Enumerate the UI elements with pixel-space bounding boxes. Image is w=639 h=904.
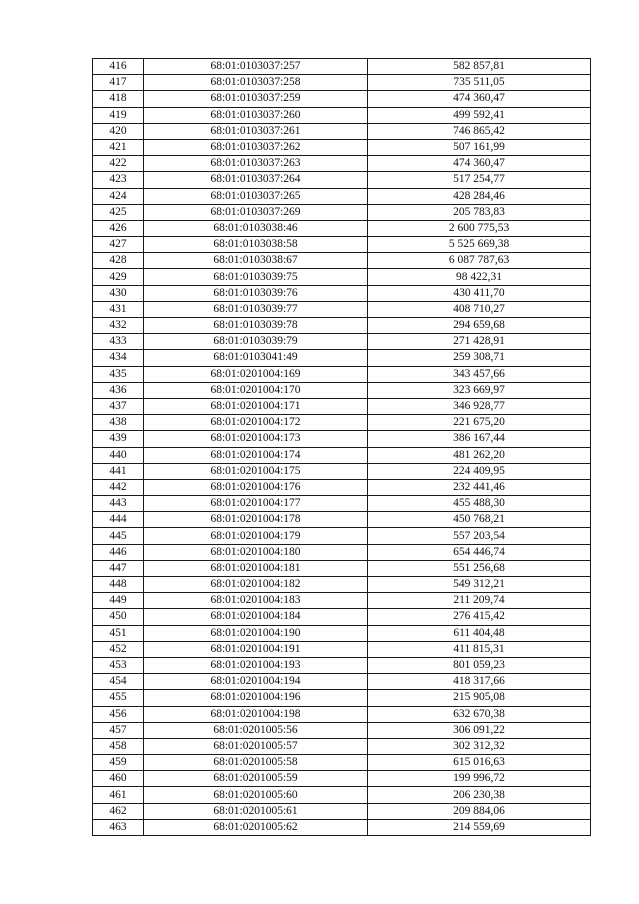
cadastral-number-cell: 68:01:0201004:169 (144, 366, 368, 382)
cadastral-value-cell: 224 409,95 (368, 463, 591, 479)
row-number-cell: 419 (93, 107, 144, 123)
row-number-cell: 429 (93, 269, 144, 285)
cadastral-number-cell: 68:01:0103037:261 (144, 123, 368, 139)
cadastral-number-cell: 68:01:0201005:60 (144, 787, 368, 803)
cadastral-value-cell: 386 167,44 (368, 431, 591, 447)
table-row (93, 156, 591, 172)
table-row (93, 528, 591, 544)
cadastral-value-cell: 214 559,69 (368, 819, 591, 835)
table-row (93, 787, 591, 803)
cadastral-value-cell: 418 317,66 (368, 674, 591, 690)
cadastral-value-cell: 408 710,27 (368, 301, 591, 317)
cadastral-value-cell: 654 446,74 (368, 544, 591, 560)
cadastral-value-cell: 206 230,38 (368, 787, 591, 803)
cadastral-number-cell: 68:01:0103039:79 (144, 334, 368, 350)
cadastral-number-cell: 68:01:0201004:198 (144, 706, 368, 722)
table-row (93, 59, 591, 75)
row-number-cell: 432 (93, 318, 144, 334)
row-number-cell: 421 (93, 139, 144, 155)
table-row (93, 350, 591, 366)
cadastral-number-cell: 68:01:0201004:196 (144, 690, 368, 706)
row-number-cell: 450 (93, 609, 144, 625)
row-number-cell: 454 (93, 674, 144, 690)
row-number-cell: 425 (93, 204, 144, 220)
row-number-cell: 449 (93, 593, 144, 609)
table-row (93, 237, 591, 253)
cadastral-value-cell: 632 670,38 (368, 706, 591, 722)
table-row (93, 819, 591, 835)
cadastral-value-cell: 450 768,21 (368, 512, 591, 528)
cadastral-value-cell: 271 428,91 (368, 334, 591, 350)
cadastral-value-cell: 507 161,99 (368, 139, 591, 155)
cadastral-number-cell: 68:01:0103039:78 (144, 318, 368, 334)
table-row (93, 755, 591, 771)
table-row (93, 690, 591, 706)
row-number-cell: 436 (93, 382, 144, 398)
cadastral-number-cell: 68:01:0201004:175 (144, 463, 368, 479)
row-number-cell: 457 (93, 722, 144, 738)
cadastral-value-cell: 294 659,68 (368, 318, 591, 334)
row-number-cell: 437 (93, 398, 144, 414)
table-row (93, 188, 591, 204)
row-number-cell: 433 (93, 334, 144, 350)
table-row (93, 674, 591, 690)
cadastral-value-cell: 517 254,77 (368, 172, 591, 188)
cadastral-number-cell: 68:01:0201004:180 (144, 544, 368, 560)
row-number-cell: 463 (93, 819, 144, 835)
cadastral-value-cell: 211 209,74 (368, 593, 591, 609)
cadastral-number-cell: 68:01:0103037:264 (144, 172, 368, 188)
row-number-cell: 452 (93, 641, 144, 657)
cadastral-value-cell: 430 411,70 (368, 285, 591, 301)
cadastral-number-cell: 68:01:0201004:178 (144, 512, 368, 528)
table-row (93, 366, 591, 382)
row-number-cell: 416 (93, 59, 144, 75)
row-number-cell: 446 (93, 544, 144, 560)
cadastral-number-cell: 68:01:0201004:184 (144, 609, 368, 625)
cadastral-number-cell: 68:01:0201004:174 (144, 447, 368, 463)
cadastral-number-cell: 68:01:0201005:57 (144, 738, 368, 754)
row-number-cell: 451 (93, 625, 144, 641)
table-body (93, 59, 591, 836)
table-row (93, 496, 591, 512)
table-row (93, 91, 591, 107)
table-row (93, 803, 591, 819)
cadastral-number-cell: 68:01:0201004:177 (144, 496, 368, 512)
row-number-cell: 438 (93, 415, 144, 431)
row-number-cell: 420 (93, 123, 144, 139)
cadastral-number-cell: 68:01:0103038:46 (144, 220, 368, 236)
cadastral-number-cell: 68:01:0201004:191 (144, 641, 368, 657)
cadastral-value-cell: 746 865,42 (368, 123, 591, 139)
cadastral-value-cell: 306 091,22 (368, 722, 591, 738)
cadastral-value-cell: 481 262,20 (368, 447, 591, 463)
row-number-cell: 428 (93, 253, 144, 269)
table-row (93, 318, 591, 334)
cadastral-number-cell: 68:01:0201005:58 (144, 755, 368, 771)
cadastral-number-cell: 68:01:0201004:179 (144, 528, 368, 544)
table-row (93, 609, 591, 625)
row-number-cell: 460 (93, 771, 144, 787)
row-number-cell: 424 (93, 188, 144, 204)
table-row (93, 75, 591, 91)
row-number-cell: 444 (93, 512, 144, 528)
cadastral-number-cell: 68:01:0103037:263 (144, 156, 368, 172)
cadastral-number-cell: 68:01:0201004:194 (144, 674, 368, 690)
cadastral-value-cell: 302 312,32 (368, 738, 591, 754)
table-row (93, 123, 591, 139)
cadastral-value-cell: 499 592,41 (368, 107, 591, 123)
row-number-cell: 461 (93, 787, 144, 803)
cadastral-number-cell: 68:01:0103037:258 (144, 75, 368, 91)
table-row (93, 253, 591, 269)
table-row (93, 625, 591, 641)
cadastral-number-cell: 68:01:0103038:67 (144, 253, 368, 269)
cadastral-number-cell: 68:01:0103037:257 (144, 59, 368, 75)
row-number-cell: 459 (93, 755, 144, 771)
row-number-cell: 448 (93, 577, 144, 593)
cadastral-value-cell: 735 511,05 (368, 75, 591, 91)
row-number-cell: 462 (93, 803, 144, 819)
cadastral-value-cell: 549 312,21 (368, 577, 591, 593)
table-row (93, 172, 591, 188)
cadastral-number-cell: 68:01:0201004:193 (144, 657, 368, 673)
cadastral-value-cell: 323 669,97 (368, 382, 591, 398)
row-number-cell: 418 (93, 91, 144, 107)
table-row (93, 139, 591, 155)
cadastral-value-cell: 411 815,31 (368, 641, 591, 657)
row-number-cell: 430 (93, 285, 144, 301)
cadastral-number-cell: 68:01:0201004:171 (144, 398, 368, 414)
cadastral-value-cell: 209 884,06 (368, 803, 591, 819)
row-number-cell: 417 (93, 75, 144, 91)
row-number-cell: 439 (93, 431, 144, 447)
row-number-cell: 456 (93, 706, 144, 722)
cadastral-number-cell: 68:01:0201004:181 (144, 560, 368, 576)
cadastral-number-cell: 68:01:0201005:56 (144, 722, 368, 738)
table-row (93, 431, 591, 447)
row-number-cell: 427 (93, 237, 144, 253)
table-row (93, 269, 591, 285)
table-row (93, 738, 591, 754)
row-number-cell: 447 (93, 560, 144, 576)
table-row (93, 560, 591, 576)
cadastral-number-cell: 68:01:0103038:58 (144, 237, 368, 253)
table-row (93, 706, 591, 722)
cadastral-value-cell: 455 488,30 (368, 496, 591, 512)
table-row (93, 512, 591, 528)
table-row (93, 641, 591, 657)
cadastral-value-cell: 259 308,71 (368, 350, 591, 366)
table-row (93, 285, 591, 301)
cadastral-value-cell: 615 016,63 (368, 755, 591, 771)
cadastral-number-cell: 68:01:0103037:262 (144, 139, 368, 155)
row-number-cell: 423 (93, 172, 144, 188)
cadastral-number-cell: 68:01:0201004:183 (144, 593, 368, 609)
cadastral-value-cell: 801 059,23 (368, 657, 591, 673)
row-number-cell: 434 (93, 350, 144, 366)
cadastral-value-cell: 343 457,66 (368, 366, 591, 382)
cadastral-value-cell: 557 203,54 (368, 528, 591, 544)
cadastral-number-cell: 68:01:0201005:59 (144, 771, 368, 787)
cadastral-value-cell: 221 675,20 (368, 415, 591, 431)
cadastral-number-cell: 68:01:0103037:265 (144, 188, 368, 204)
table-row (93, 334, 591, 350)
table-row (93, 107, 591, 123)
table-row (93, 771, 591, 787)
cadastral-number-cell: 68:01:0201004:170 (144, 382, 368, 398)
table-row (93, 301, 591, 317)
cadastral-number-cell: 68:01:0201004:182 (144, 577, 368, 593)
cadastral-value-cell: 611 404,48 (368, 625, 591, 641)
table-row (93, 447, 591, 463)
cadastral-number-cell: 68:01:0201005:61 (144, 803, 368, 819)
cadastral-value-cell: 199 996,72 (368, 771, 591, 787)
table-row (93, 220, 591, 236)
cadastral-value-cell: 428 284,46 (368, 188, 591, 204)
cadastral-value-cell: 276 415,42 (368, 609, 591, 625)
table-row (93, 722, 591, 738)
cadastral-number-cell: 68:01:0201005:62 (144, 819, 368, 835)
cadastral-number-cell: 68:01:0103037:260 (144, 107, 368, 123)
cadastral-value-cell: 98 422,31 (368, 269, 591, 285)
cadastral-number-cell: 68:01:0201004:173 (144, 431, 368, 447)
table-row (93, 415, 591, 431)
cadastral-number-cell: 68:01:0103039:75 (144, 269, 368, 285)
cadastral-number-cell: 68:01:0201004:176 (144, 479, 368, 495)
cadastral-number-cell: 68:01:0103037:269 (144, 204, 368, 220)
row-number-cell: 442 (93, 479, 144, 495)
cadastral-value-cell: 5 525 669,38 (368, 237, 591, 253)
cadastral-value-cell: 346 928,77 (368, 398, 591, 414)
table-row (93, 657, 591, 673)
cadastral-value-cell: 474 360,47 (368, 156, 591, 172)
table-row (93, 577, 591, 593)
cadastral-value-cell: 205 783,83 (368, 204, 591, 220)
cadastral-value-cell: 232 441,46 (368, 479, 591, 495)
row-number-cell: 443 (93, 496, 144, 512)
row-number-cell: 431 (93, 301, 144, 317)
table-row (93, 382, 591, 398)
cadastral-number-cell: 68:01:0103037:259 (144, 91, 368, 107)
cadastral-value-table (92, 58, 591, 836)
cadastral-value-cell: 6 087 787,63 (368, 253, 591, 269)
row-number-cell: 455 (93, 690, 144, 706)
row-number-cell: 458 (93, 738, 144, 754)
table-row (93, 479, 591, 495)
cadastral-value-cell: 474 360,47 (368, 91, 591, 107)
table-row (93, 398, 591, 414)
cadastral-value-cell: 551 256,68 (368, 560, 591, 576)
table-row (93, 593, 591, 609)
cadastral-number-cell: 68:01:0103039:77 (144, 301, 368, 317)
table-row (93, 544, 591, 560)
row-number-cell: 441 (93, 463, 144, 479)
cadastral-number-cell: 68:01:0103039:76 (144, 285, 368, 301)
row-number-cell: 426 (93, 220, 144, 236)
table-row (93, 463, 591, 479)
row-number-cell: 422 (93, 156, 144, 172)
row-number-cell: 453 (93, 657, 144, 673)
cadastral-number-cell: 68:01:0103041:49 (144, 350, 368, 366)
table-row (93, 204, 591, 220)
cadastral-number-cell: 68:01:0201004:172 (144, 415, 368, 431)
row-number-cell: 445 (93, 528, 144, 544)
row-number-cell: 435 (93, 366, 144, 382)
cadastral-value-cell: 2 600 775,53 (368, 220, 591, 236)
cadastral-number-cell: 68:01:0201004:190 (144, 625, 368, 641)
cadastral-value-cell: 582 857,81 (368, 59, 591, 75)
cadastral-value-cell: 215 905,08 (368, 690, 591, 706)
row-number-cell: 440 (93, 447, 144, 463)
